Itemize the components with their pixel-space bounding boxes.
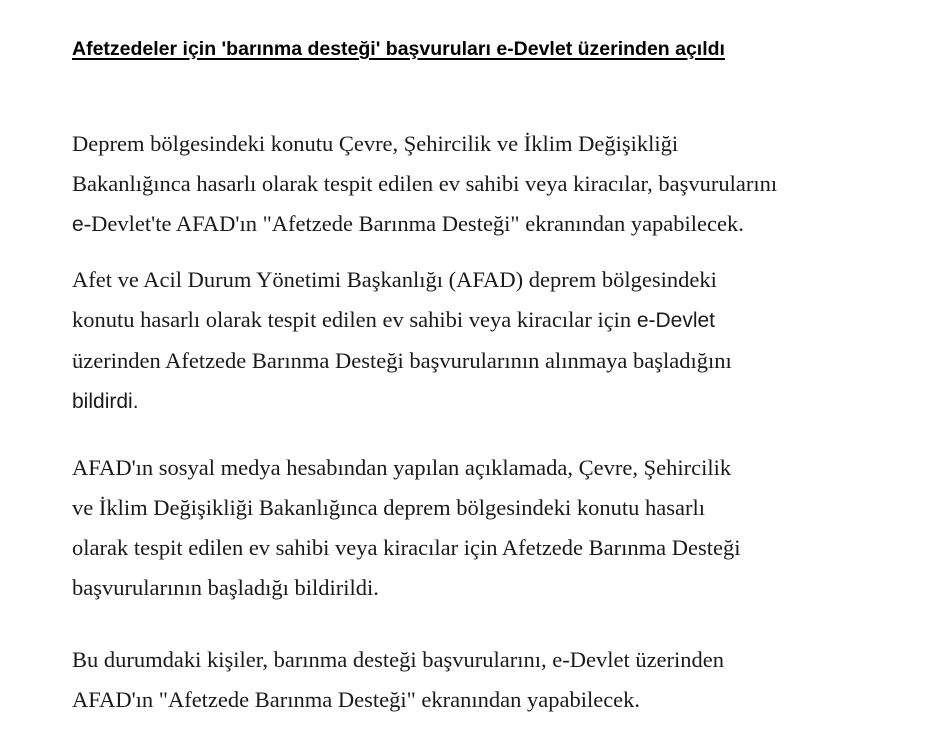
paragraph-line — [72, 568, 912, 608]
paragraph-line — [72, 381, 912, 422]
article-paragraph-1 — [72, 124, 912, 245]
article-paragraph-4 — [72, 640, 912, 720]
paragraph-line — [72, 640, 912, 680]
paragraph-line — [72, 341, 912, 381]
text-segment: AFAD'ın "Afetzede Barınma Desteği" ekranından yapabilecek. — [72, 687, 641, 712]
paragraph-line — [72, 204, 912, 245]
paragraph-line — [72, 300, 912, 341]
text-segment: Bu durumdaki kişiler, barınma desteği başvurularını, e-Devlet üzerinden — [72, 647, 725, 672]
article-paragraph-2 — [72, 260, 912, 422]
article-paragraph-3 — [72, 448, 912, 608]
text-segment: Deprem bölgesindeki konutu Çevre, Şehircilik ve İklim Değişikliği — [72, 131, 679, 156]
text-segment: konutu hasarlı olarak tespit edilen ev sahibi veya kiracılar için — [72, 307, 637, 332]
paragraph-line — [72, 164, 912, 204]
text-segment-sans: e — [72, 213, 84, 236]
paragraph-line — [72, 528, 912, 568]
paragraph-line — [72, 448, 912, 488]
text-segment: Afet ve Acil Durum Yönetimi Başkanlığı (AFAD) deprem bölgesindeki — [72, 267, 717, 292]
text-segment-sans: e-Devlet — [636, 309, 716, 332]
article-headline: Afetzedeler için 'barınma desteği' başvuruları e-Devlet üzerinden açıldı — [72, 38, 725, 60]
text-segment: olarak tespit edilen ev sahibi veya kiracılar için Afetzede Barınma Desteği — [72, 535, 741, 560]
text-segment: ve İklim Değişikliği Bakanlığınca deprem bölgesindeki konutu hasarlı — [72, 495, 705, 520]
text-segment: Bakanlığınca hasarlı olarak tespit edilen ev sahibi veya kiracılar, başvurularını — [72, 171, 778, 196]
paragraph-line — [72, 488, 912, 528]
text-segment: başvurularının başladığı bildirildi. — [72, 575, 379, 600]
text-segment: -Devlet'te AFAD'ın "Afetzede Barınma Desteği" ekranından yapabilecek. — [83, 211, 744, 236]
paragraph-line — [72, 124, 912, 164]
text-segment-sans: bildirdi. — [72, 390, 139, 413]
paragraph-line — [72, 680, 912, 720]
text-segment: AFAD'ın sosyal medya hesabından yapılan açıklamada, Çevre, Şehircilik — [72, 455, 732, 480]
text-segment: üzerinden Afetzede Barınma Desteği başvurularının alınmaya başladığını — [72, 348, 732, 373]
paragraph-line — [72, 260, 912, 300]
